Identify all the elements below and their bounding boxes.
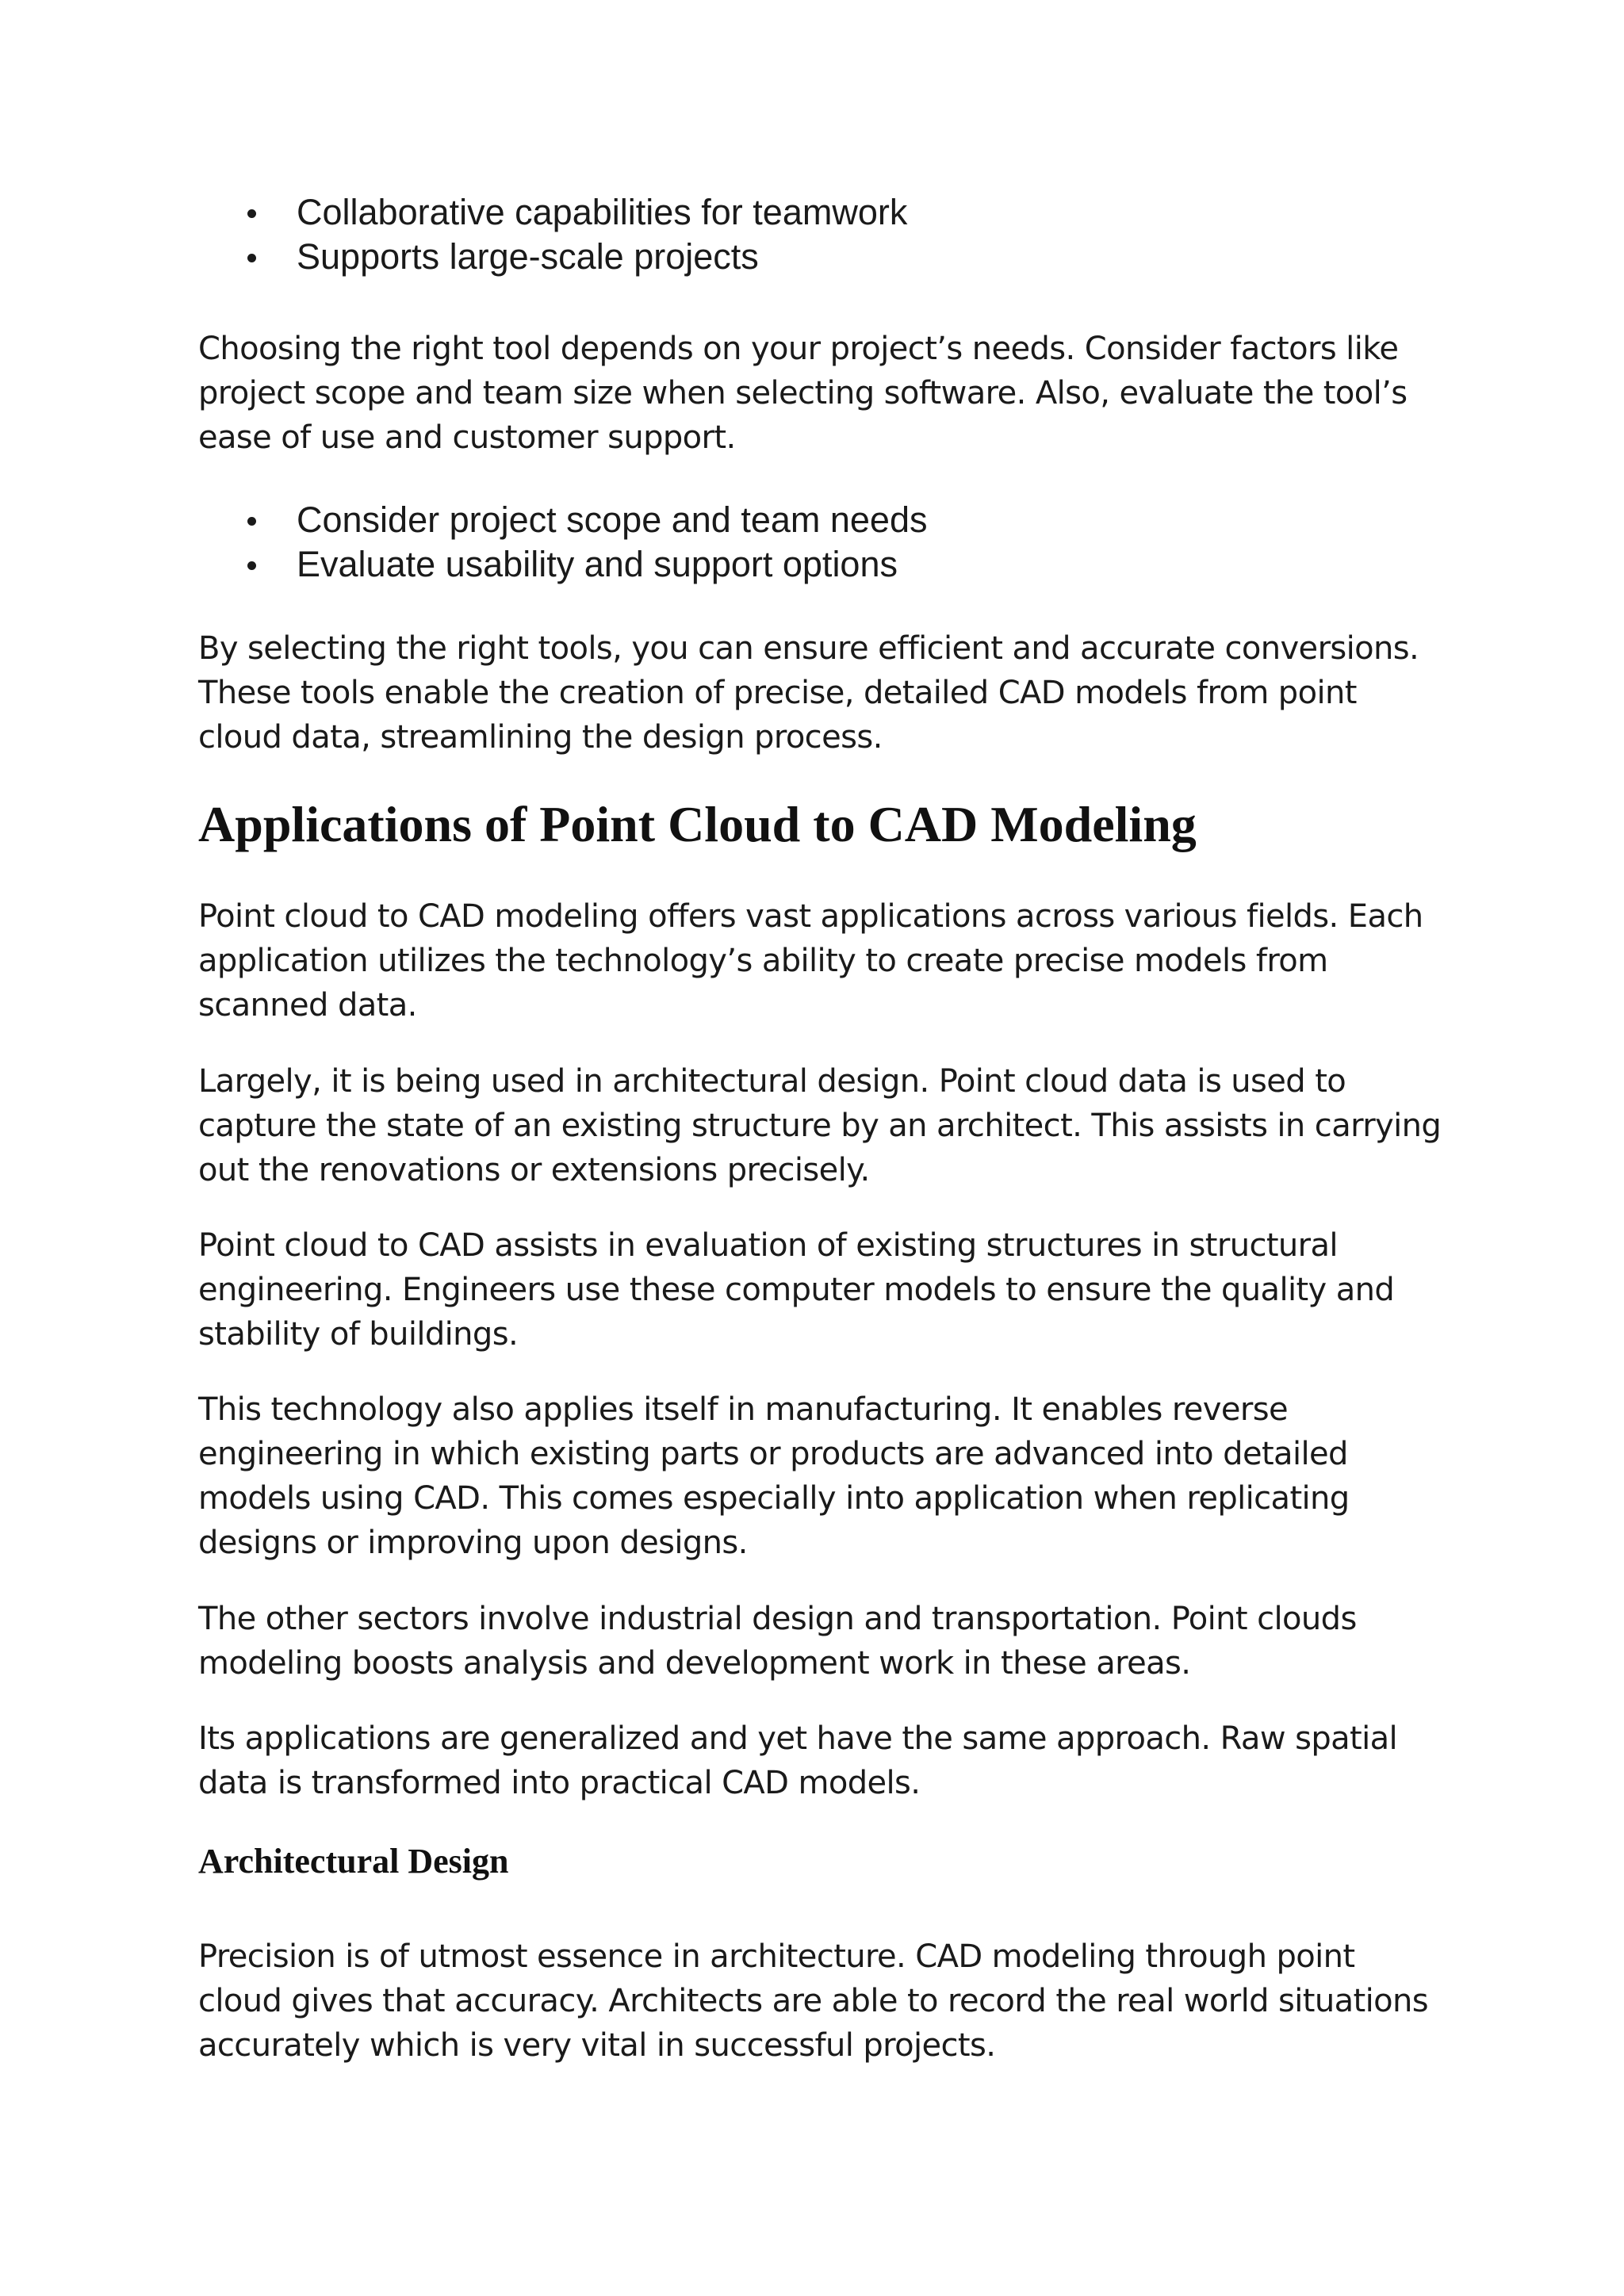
bullet-icon xyxy=(247,561,256,570)
bullet-icon xyxy=(247,209,256,218)
paragraph-manufacturing: This technology also applies itself in manufacturing. It enables reverse engineering in which existing parts or products are advanced into detailed models using CAD. This comes especially into application when replicating designs or improving upon designs. xyxy=(198,1391,1350,1561)
bullet-icon xyxy=(247,254,256,262)
paragraph-architectural-use: Largely, it is being used in architectural design. Point cloud data is used to capture the state of an existing structure by an architect. This assists in carrying out the renovations or extensions precisely. xyxy=(198,1063,1442,1188)
bullet-item xyxy=(198,190,907,235)
bullet-item xyxy=(198,498,927,542)
paragraph-structural-engineering: Point cloud to CAD assists in evaluation of existing structures in structural engineering. Engineers use these computer models to ensure the quality and stability of buildings. xyxy=(198,1227,1395,1353)
feature-bullet-list xyxy=(198,190,907,279)
paragraph-architectural-precision: Precision is of utmost essence in architecture. CAD modeling through point cloud gives that accuracy. Architects are able to record the real world situations accurately which is very vital in successful projects. xyxy=(198,1938,1429,2064)
paragraph-choosing-tool: Choosing the right tool depends on your project’s needs. Consider factors like project scope and team size when selecting software. Also, evaluate the tool’s ease of use and customer support. xyxy=(198,331,1408,456)
bullet-item xyxy=(198,235,907,279)
bullet-item xyxy=(198,542,927,587)
paragraph-selecting-tools: By selecting the right tools, you can ensure efficient and accurate conversions. These tools enable the creation of precise, detailed CAD models from point cloud data, streamlining the design process. xyxy=(198,630,1419,756)
consideration-bullet-list xyxy=(198,498,927,587)
paragraph-applications-intro: Point cloud to CAD modeling offers vast applications across various fields. Each application utilizes the technology’s ability to create precise models from scanned data. xyxy=(198,898,1423,1024)
bullet-text: Evaluate usability and support options xyxy=(297,544,898,584)
section-heading-applications: Applications of Point Cloud to CAD Modeling xyxy=(198,796,1197,852)
paragraph-other-sectors: The other sectors involve industrial design and transportation. Point clouds modeling boosts analysis and development work in these areas. xyxy=(198,1601,1357,1682)
bullet-text: Collaborative capabilities for teamwork xyxy=(297,192,908,232)
subheading-architectural-design: Architectural Design xyxy=(198,1842,509,1881)
bullet-text: Consider project scope and team needs xyxy=(297,499,928,540)
bullet-text: Supports large-scale projects xyxy=(297,236,759,277)
paragraph-general-approach: Its applications are generalized and yet have the same approach. Raw spatial data is transformed into practical CAD models. xyxy=(198,1720,1398,1801)
bullet-icon xyxy=(247,517,256,526)
